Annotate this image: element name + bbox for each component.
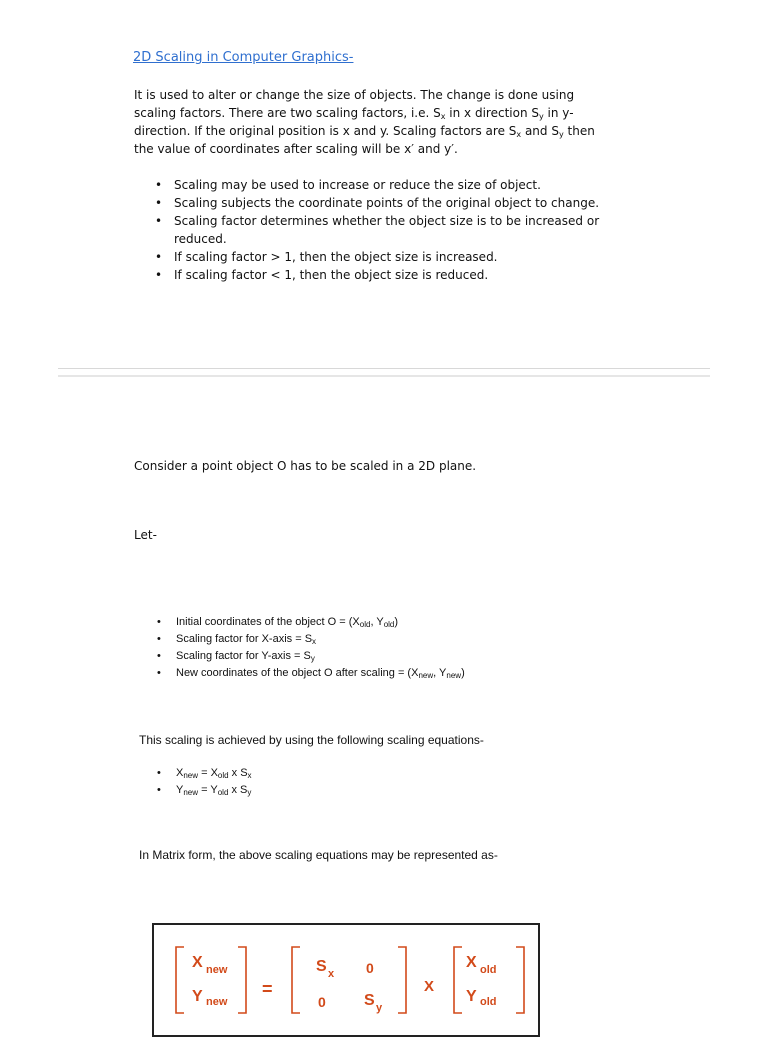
text: and S <box>521 124 559 138</box>
subscript: y <box>310 654 315 663</box>
text: in x direction S <box>445 106 539 120</box>
equations-list <box>136 765 436 799</box>
list-item <box>136 631 656 648</box>
equations-intro: This scaling is achieved by using the following scaling equations- <box>139 733 484 747</box>
list-item: • Scaling may be used to increase or reduce the size of object. <box>134 176 634 194</box>
list-item: • Scaling factor determines whether the object size is to be increased or reduced. <box>134 212 634 248</box>
sy-sub: y <box>376 1002 383 1014</box>
text: Scaling factor for Y-axis = S <box>176 650 311 662</box>
text: x S <box>228 767 248 779</box>
bracket-right-3 <box>516 947 524 1013</box>
bracket-left-1 <box>176 947 184 1013</box>
zero-bottom-left: 0 <box>318 994 326 1010</box>
subscript: y <box>558 130 564 139</box>
x-old-sub: old <box>480 964 497 976</box>
subscript: old <box>359 620 371 629</box>
intro-line-4: the value of coordinates after scaling will be x′ and y′. <box>134 142 458 156</box>
y-new-sub: new <box>206 996 228 1008</box>
text: in y- <box>543 106 574 120</box>
subscript: x <box>440 112 446 121</box>
subscript: new <box>446 671 462 680</box>
subscript: x <box>312 637 317 646</box>
equation-x <box>136 765 436 782</box>
sy: S <box>364 992 375 1009</box>
page-title: 2D Scaling in Computer Graphics- <box>133 50 354 65</box>
equals-sign: = <box>262 979 273 999</box>
text: , Y <box>370 616 384 628</box>
subscript: y <box>247 788 252 797</box>
bracket-left-2 <box>292 947 300 1013</box>
text: = Y <box>198 784 218 796</box>
list-item <box>136 614 656 631</box>
definitions-list <box>136 614 656 682</box>
text: X <box>176 767 184 779</box>
subscript: y <box>539 112 544 121</box>
matrix-intro: In Matrix form, the above scaling equations may be represented as- <box>139 848 498 862</box>
let-text: Let- <box>134 528 157 542</box>
subscript: old <box>217 788 229 797</box>
subscript: new <box>418 671 434 680</box>
text: , Y <box>433 667 447 679</box>
intro-line-2 <box>134 104 634 122</box>
list-item <box>136 665 656 682</box>
sx-sub: x <box>328 968 335 980</box>
y-old-sub: old <box>480 996 497 1008</box>
text: ) <box>461 667 465 679</box>
text: New coordinates of the object O after scaling = (X <box>176 667 419 679</box>
subscript: x <box>247 771 252 780</box>
text: then <box>563 124 595 138</box>
scaling-facts-list <box>134 176 634 284</box>
page-divider <box>58 368 710 377</box>
list-item <box>136 648 656 665</box>
list-item: • Scaling subjects the coordinate points of the original object to change. <box>134 194 634 212</box>
matrix-equation <box>154 925 538 1035</box>
text: x S <box>228 784 248 796</box>
x-old: X <box>466 954 477 971</box>
intro-line-3 <box>134 122 634 140</box>
subscript: x <box>516 130 522 139</box>
matrix-equation-box <box>152 923 540 1037</box>
text: Scaling factor for X-axis = S <box>176 633 313 645</box>
text: Initial coordinates of the object O = (X <box>176 616 360 628</box>
bracket-right-2 <box>398 947 406 1013</box>
equation-y <box>136 782 436 799</box>
text: = X <box>198 767 218 779</box>
list-item: • If scaling factor < 1, then the object size is reduced. <box>134 266 634 284</box>
text: ) <box>394 616 399 628</box>
x-new-sub: new <box>206 964 228 976</box>
bracket-left-3 <box>454 947 462 1013</box>
subscript: old <box>383 620 395 629</box>
x-new: X <box>192 954 203 971</box>
consider-text: Consider a point object O has to be scaled in a 2D plane. <box>134 459 477 473</box>
subscript: new <box>183 788 199 797</box>
zero-top-right: 0 <box>366 960 374 976</box>
subscript: old <box>217 771 229 780</box>
list-item: • If scaling factor > 1, then the object size is increased. <box>134 248 634 266</box>
intro-line-1: It is used to alter or change the size of objects. The change is done using <box>134 88 575 102</box>
text: Y <box>176 784 184 796</box>
subscript: new <box>183 771 199 780</box>
times-sign: X <box>424 978 435 995</box>
y-old: Y <box>466 988 477 1005</box>
sx: S <box>316 958 327 975</box>
y-new: Y <box>192 988 203 1005</box>
intro-paragraph <box>134 86 634 158</box>
text: direction. If the original position is x and y. Scaling factors are S <box>134 124 517 138</box>
bracket-right-1 <box>238 947 246 1013</box>
text: scaling factors. There are two scaling factors, i.e. S <box>134 106 441 120</box>
